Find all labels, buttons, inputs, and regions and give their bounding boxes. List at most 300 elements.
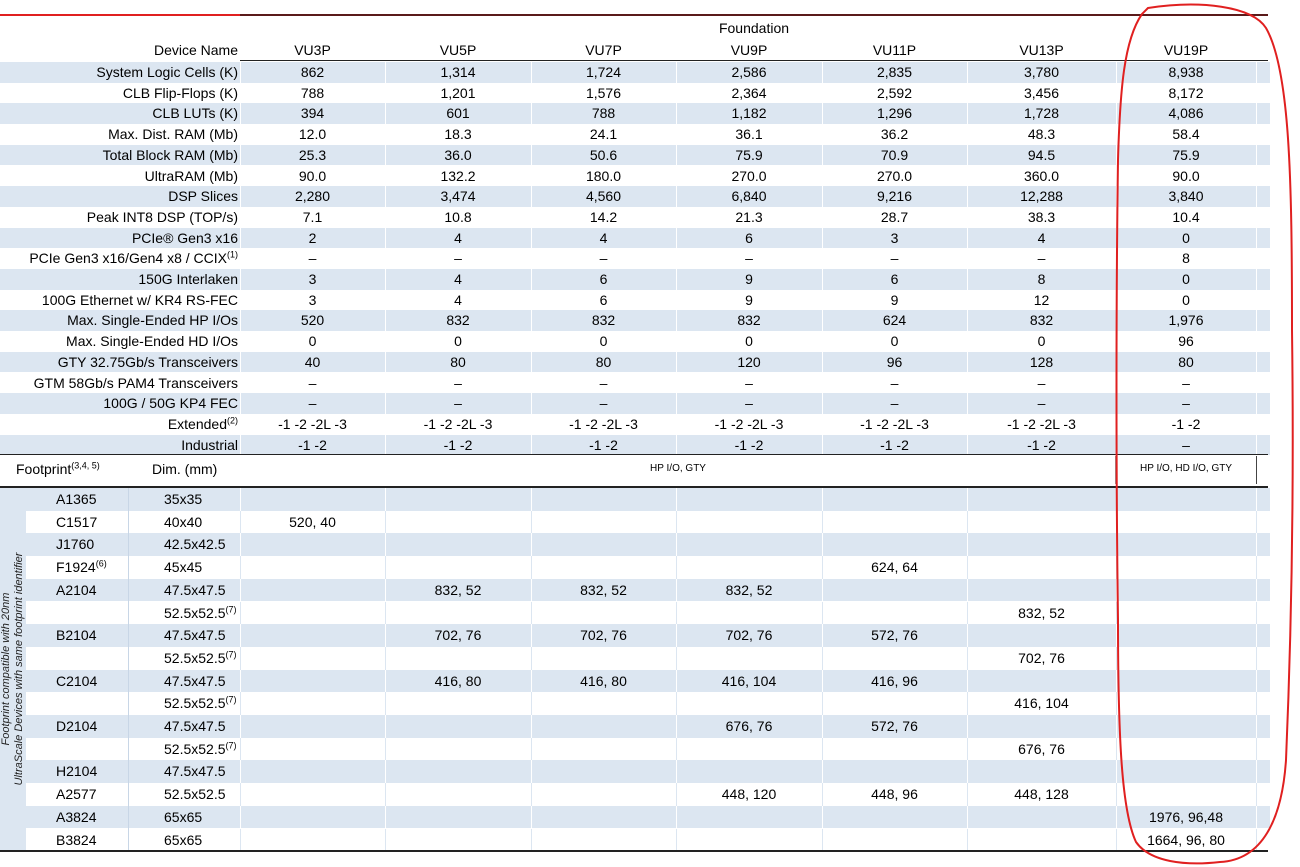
column-divider [822,511,823,534]
column-divider [676,760,677,783]
column-divider [676,556,677,579]
footprint-dim-text: 47.5x47.5 [164,718,226,734]
spec-row [0,186,1270,207]
spec-label-text: CLB LUTs (K) [152,105,238,122]
column-divider [967,228,968,249]
spec-value: – [745,374,753,391]
spec-value: 3 [308,291,317,308]
spec-value: 788 [591,105,616,122]
footprint-row [26,760,1270,783]
column-divider [240,62,241,83]
footprint-dim [164,625,226,645]
bottom-rule [0,850,1268,852]
footprint-value: 448, 120 [721,786,777,803]
column-divider [240,556,241,579]
spec-value: 3,474 [440,188,476,205]
footprint-id [56,761,97,781]
column-divider [676,624,677,647]
footprint-value: 832, 52 [725,581,773,598]
column-divider [385,738,386,761]
column-divider [967,533,968,556]
column-divider [967,488,968,511]
column-divider [240,624,241,647]
footprint-id [56,830,96,850]
spec-row [0,207,1270,228]
column-divider [676,511,677,534]
footprint-row [26,783,1270,806]
footprint-value: 676, 76 [1018,740,1065,757]
spec-value: -1 -2 -2L -3 [860,415,929,432]
spec-row [0,248,1270,269]
spec-value: 18.3 [444,126,472,143]
column-divider [240,647,241,670]
spec-value: 12,288 [1020,188,1063,205]
column-divider [967,62,968,83]
spec-label [0,124,238,144]
column-divider [531,670,532,693]
spec-label-sup: (1) [227,249,238,260]
footprint-dim [164,807,202,827]
column-divider [822,228,823,249]
spec-label-text: Peak INT8 DSP (TOP/s) [86,208,238,225]
spec-label [0,435,238,455]
spec-value: 2 [308,229,317,246]
footprint-value: 448, 128 [1014,786,1069,803]
spec-value: 2,592 [876,84,913,101]
spec-value: – [1182,436,1190,453]
spec-value: 1,724 [585,64,622,80]
column-divider [531,310,532,331]
spec-label [0,310,238,330]
column-divider [967,352,968,373]
spec-value: 2,280 [294,188,331,205]
column-divider [531,783,532,806]
footprint-id-sup: (6) [95,558,107,569]
column-divider [531,579,532,602]
footprint-dim [164,580,226,600]
footprint-dim-text: 40x40 [164,513,203,530]
column-divider [822,533,823,556]
spec-row [0,373,1270,394]
spec-value: 1,976 [1168,312,1204,329]
column-divider [240,186,241,207]
column-divider [240,806,241,829]
spec-row [0,228,1270,249]
device-header-vu19p: VU19P [1163,42,1209,58]
column-divider [385,647,386,670]
footprint-id [56,784,96,804]
footprint-row [26,511,1270,534]
spec-value: 788 [300,84,325,101]
footprint-value: 416, 96 [871,672,918,689]
footprint-dim-text: 52.5x52.5 [164,604,226,621]
footprint-value: 702, 76 [580,627,627,644]
footprint-label [16,459,100,479]
column-divider [1256,511,1257,534]
column-divider [822,647,823,670]
column-divider [676,738,677,761]
column-divider [1256,602,1257,625]
column-divider [385,228,386,249]
column-divider [1256,435,1257,456]
column-divider [676,829,677,852]
column-divider [1256,783,1257,806]
footprint-id [56,489,96,509]
footprint-dim [164,830,202,850]
column-divider [967,145,968,166]
column-divider [1116,806,1117,829]
right-divider [1256,456,1257,484]
spec-value: 0 [745,333,753,350]
footprint-row [26,806,1270,829]
spec-value: 28.7 [880,208,909,225]
spec-label [0,62,238,82]
footprint-row [26,829,1270,852]
spec-value: 128 [1029,353,1054,370]
spec-value: 90.0 [298,167,327,184]
column-divider [676,579,677,602]
footprint-row [26,647,1270,670]
spec-label [0,373,238,393]
column-divider [1116,624,1117,647]
column-divider [240,602,241,625]
column-divider [531,435,532,456]
column-divider [967,602,968,625]
spec-value: -1 -2 [734,436,764,453]
footprint-id-text: J1760 [56,536,95,553]
vu19p-divider [1115,456,1116,484]
footprint-id-text: A2104 [56,581,97,598]
footprint-id [56,807,96,827]
column-divider [385,829,386,852]
spec-value: – [1182,395,1190,412]
spec-value: 6 [745,229,753,246]
spec-value: – [890,395,899,412]
column-divider [1256,103,1257,124]
device-header-vu13p: VU13P [1019,42,1064,58]
footprint-id-text: D2104 [56,718,98,734]
spec-label [0,331,238,351]
spec-value: 3 [308,271,317,287]
spec-value: – [1037,374,1046,391]
device-header-vu7p: VU7P [585,42,622,58]
spec-value: -1 -2 -2L -3 [714,415,784,432]
spec-value: 3 [890,229,899,246]
column-divider [822,806,823,829]
spec-label-text: CLB Flip-Flops (K) [122,84,238,101]
footprint-row [26,738,1270,761]
footprint-row [26,556,1270,579]
spec-value: 0 [599,333,608,350]
footprint-id [56,557,107,577]
side-note [0,553,26,786]
footprint-row [26,488,1270,511]
spec-value: -1 -2 [298,436,327,453]
column-divider [240,829,241,852]
column-divider [240,352,241,373]
spec-value: 2,586 [731,64,767,80]
footprint-dim-text: 52.5x52.5 [164,786,226,803]
column-divider [822,602,823,625]
column-divider [531,393,532,414]
spec-value: 36.0 [444,146,472,163]
column-divider [531,556,532,579]
column-divider [676,103,677,124]
device-name-label: Device Name [153,42,238,58]
column-divider [531,352,532,373]
column-divider [531,738,532,761]
spec-label-text: Industrial [181,436,238,453]
spec-value: 96 [886,353,903,370]
footprint-dim [164,739,237,759]
spec-value: 38.3 [1027,208,1056,225]
footprint-id-text: B3824 [56,831,97,848]
spec-value: 8 [1182,250,1190,267]
spec-value: 9,216 [876,188,913,205]
column-divider [1116,511,1117,534]
column-divider [967,103,968,124]
spec-value: 270.0 [731,167,767,184]
column-divider [676,783,677,806]
column-divider [385,488,386,511]
footprint-dim-sup: (7) [225,740,237,751]
footprint-id-text: B2104 [56,627,97,644]
spec-value: 0 [454,333,462,350]
spec-value: – [1037,250,1046,267]
spec-value: 8 [1037,271,1046,287]
spec-value: 96 [1178,333,1194,350]
spec-value: 3,456 [1023,84,1060,101]
spec-row [0,62,1270,83]
footprint-dim-text: 47.5x47.5 [164,672,226,689]
column-divider [1256,488,1257,511]
spec-value: 10.8 [444,208,472,225]
column-divider [822,352,823,373]
column-divider [1256,715,1257,738]
spec-value: 4,560 [585,188,622,205]
spec-label [0,414,238,434]
column-divider [240,692,241,715]
column-divider [385,692,386,715]
spec-row [0,83,1270,104]
column-divider [967,829,968,852]
spec-value: – [308,250,317,267]
spec-label-text: System Logic Cells (K) [96,64,238,80]
column-divider [676,435,677,456]
spec-value: 8,938 [1168,64,1204,80]
footprint-dim-text: 52.5x52.5 [164,695,226,712]
column-divider [531,829,532,852]
spec-value: 3,780 [1023,64,1060,80]
spec-label-text: 100G / 50G KP4 FEC [103,395,238,412]
column-divider [822,738,823,761]
spec-label-text: Max. Single-Ended HD I/Os [66,333,238,350]
column-divider [822,829,823,852]
footprint-dim [164,693,237,713]
column-divider [1116,62,1117,83]
spec-value: 6,840 [731,188,767,205]
column-divider [822,62,823,83]
spec-value: 832 [1029,312,1054,329]
spec-row [0,145,1270,166]
spec-value: 601 [446,105,470,122]
spec-value: – [890,374,899,391]
spec-value: – [745,250,753,267]
spec-value: -1 -2 -2L -3 [423,415,493,432]
spec-value: 832 [591,312,616,329]
column-divider [1256,760,1257,783]
spec-value: – [1182,374,1190,391]
column-divider [1256,352,1257,373]
footprint-value: 832, 52 [434,581,482,598]
footprint-value: 624, 64 [871,559,918,576]
spec-value: 14.2 [589,208,618,225]
io-main-label: HP I/O, GTY [650,463,706,474]
column-divider [822,670,823,693]
device-header-vu5p: VU5P [439,42,477,58]
spec-value: 12 [1033,291,1050,308]
footprint-dim [164,534,226,554]
column-divider [967,511,968,534]
spec-label-text: PCIe® Gen3 x16 [131,229,238,246]
column-divider [676,310,677,331]
column-divider [385,533,386,556]
column-divider [1256,533,1257,556]
column-divider [822,692,823,715]
column-divider [240,228,241,249]
footprint-value: 416, 104 [721,672,777,689]
column-divider [967,435,968,456]
column-divider [822,310,823,331]
column-divider [531,806,532,829]
column-divider [1116,393,1117,414]
column-divider [676,145,677,166]
footprint-row [26,692,1270,715]
column-divider [531,511,532,534]
spec-value: 40 [304,353,321,370]
column-divider [822,760,823,783]
footprint-dim [164,557,202,577]
red-header-rule [0,14,240,16]
column-divider [531,488,532,511]
spec-value: 520 [300,312,325,329]
footprint-dim [164,716,226,736]
spec-value: – [454,374,462,391]
column-divider [676,62,677,83]
column-divider [967,692,968,715]
spec-value: 3,840 [1168,188,1204,205]
column-divider [1256,310,1257,331]
footprint-dim-text: 35x35 [164,491,203,507]
spec-value: 75.9 [1172,146,1200,163]
column-divider [240,783,241,806]
spec-value: 12.0 [298,126,327,143]
spec-value: 4 [1037,229,1046,246]
spec-value: – [599,250,608,267]
column-divider [1256,579,1257,602]
column-divider [676,602,677,625]
column-divider [1116,228,1117,249]
column-divider [967,783,968,806]
footprint-row [26,715,1270,738]
column-divider [967,760,968,783]
footprint-id [56,534,94,554]
spec-value: 132.2 [440,167,476,184]
spec-value: 21.3 [735,208,763,225]
spec-value: 832 [737,312,761,329]
column-divider [967,670,968,693]
spec-value: 2,364 [731,84,767,101]
column-divider [531,715,532,738]
footprint-dim [164,489,202,509]
spec-value: – [890,250,899,267]
spec-row [0,290,1270,311]
column-divider [1116,602,1117,625]
spec-label-text: 150G Interlaken [138,271,238,287]
column-divider [385,602,386,625]
column-divider [1116,692,1117,715]
spec-value: 4 [454,291,462,308]
column-divider [385,435,386,456]
spec-label [0,207,238,227]
column-divider [531,533,532,556]
spec-value: 24.1 [589,126,618,143]
column-divider [967,310,968,331]
column-divider [1256,829,1257,852]
column-divider [385,145,386,166]
column-divider [385,715,386,738]
column-divider [385,310,386,331]
column-divider [676,533,677,556]
spec-value: – [599,374,608,391]
spec-value: 80 [595,353,612,370]
spec-value: – [308,395,317,412]
spec-value: 90.0 [1172,167,1200,184]
spec-value: 120 [737,353,761,370]
column-divider [385,670,386,693]
footprint-row [26,602,1270,625]
column-divider [1256,670,1257,693]
spec-value: 1,576 [585,84,622,101]
spec-value: 394 [300,105,325,122]
column-divider [967,393,968,414]
footprint-dim-text: 52.5x52.5 [164,740,226,757]
spec-value: 6 [599,271,608,287]
column-divider [822,103,823,124]
footprint-id-text: H2104 [56,763,98,780]
column-divider [1256,62,1257,83]
footprint-value: 520, 40 [289,513,336,530]
footprint-dim [164,648,237,668]
dark-header-rule [240,14,1268,16]
spec-label [0,103,238,123]
footprint-dim [164,761,226,781]
footprint-row [26,624,1270,647]
column-divider [531,624,532,647]
spec-label [0,83,238,103]
spec-row [0,103,1270,124]
spec-value: 1,728 [1023,105,1060,122]
column-divider [240,760,241,783]
spec-label-text: Max. Single-Ended HP I/Os [67,312,238,329]
footprint-value: 416, 80 [580,672,627,689]
spec-value: 9 [745,291,753,308]
column-divider [1116,103,1117,124]
column-divider [531,269,532,290]
spec-label-text: Max. Dist. RAM (Mb) [108,126,238,143]
spec-value: – [1037,395,1046,412]
column-divider [1116,488,1117,511]
